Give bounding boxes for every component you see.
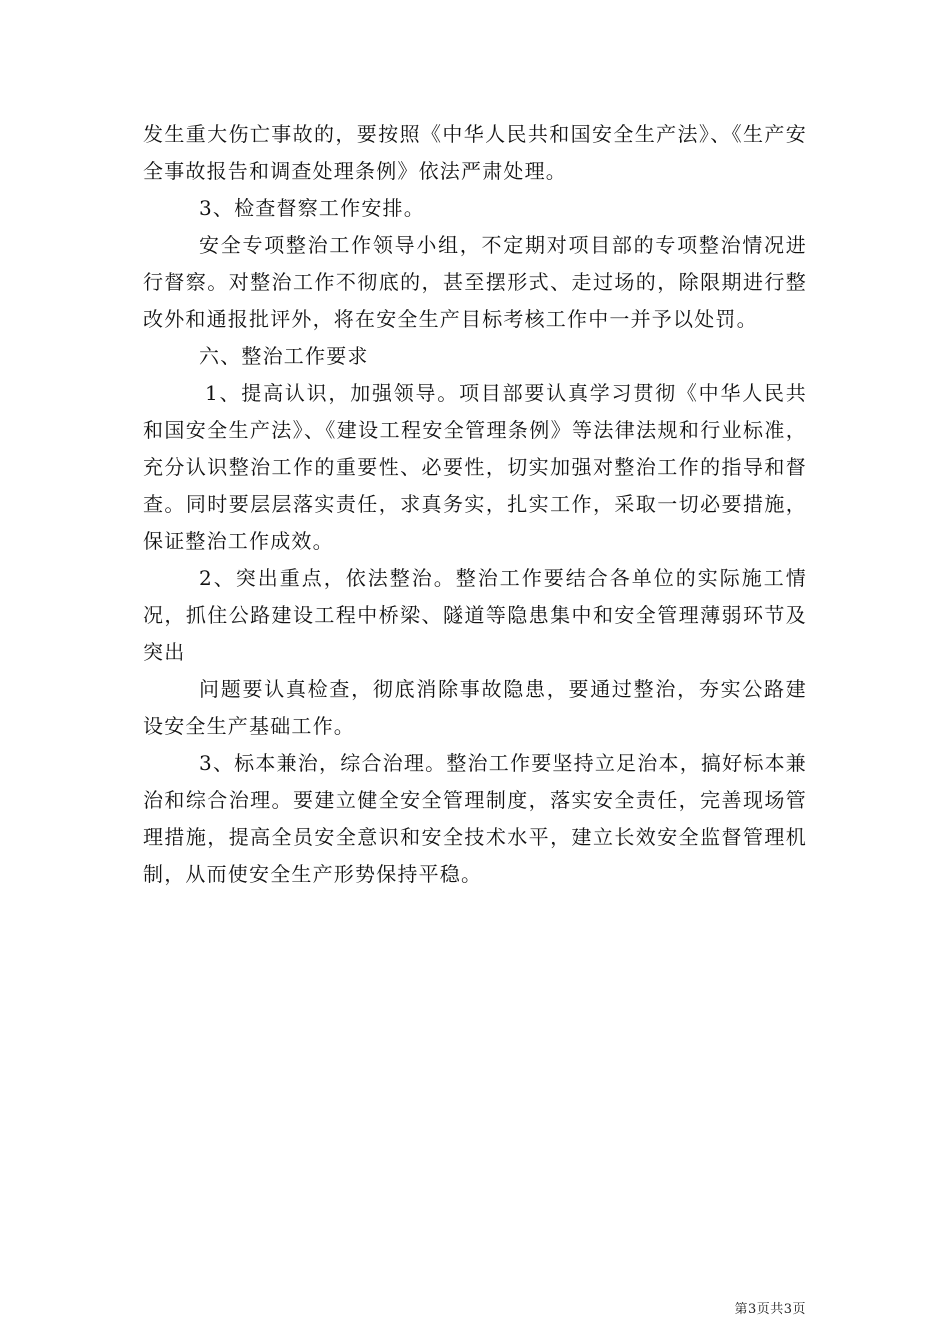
paragraph-inspection-body: 安全专项整治工作领导小组，不定期对项目部的专项整治情况进行督察。对整治工作不彻底的，甚至摆形式、走过场的，除限期进行整改外和通报批评外，将在安全生产目标考核工作中一并予以处罚。	[143, 233, 807, 331]
section-heading-requirements: 六、整治工作要求	[199, 344, 369, 368]
paragraph-requirement-1: 1、提高认识，加强领导。项目部要认真学习贯彻《中华人民共和国安全生产法》、《建设工程安全管理条例》等法律法规和行业标准，充分认识整治工作的重要性、必要性，切实加强对整治工作的指导和督查。同时要层层落实责任，求真务实，扎实工作，采取一切必要措施，保证整治工作成效。	[143, 381, 807, 553]
page-number-footer: 第3页共3页	[734, 1302, 806, 1317]
paragraph-requirement-3: 3、标本兼治，综合治理。整治工作要坚持立足治本，搞好标本兼治和综合治理。要建立健全安全管理制度，落实安全责任，完善现场管理措施，提高全员安全意识和安全技术水平，建立长效安全监督管理机制，从而使安全生产形势保持平稳。	[143, 751, 807, 886]
paragraph-accident-handling: 发生重大伤亡事故的，要按照《中华人民共和国安全生产法》、《生产安全事故报告和调查处理条例》依法严肃处理。	[143, 122, 807, 183]
paragraph-requirement-2-continued: 问题要认真检查，彻底消除事故隐患，要通过整治，夯实公路建设安全生产基础工作。	[143, 677, 807, 738]
document-body	[143, 116, 807, 893]
paragraph-inspection-heading: 3、检查督察工作安排。	[199, 196, 425, 220]
paragraph-requirement-2: 2、突出重点，依法整治。整治工作要结合各单位的实际施工情况，抓住公路建设工程中桥梁、隧道等隐患集中和安全管理薄弱环节及突出	[143, 566, 807, 664]
